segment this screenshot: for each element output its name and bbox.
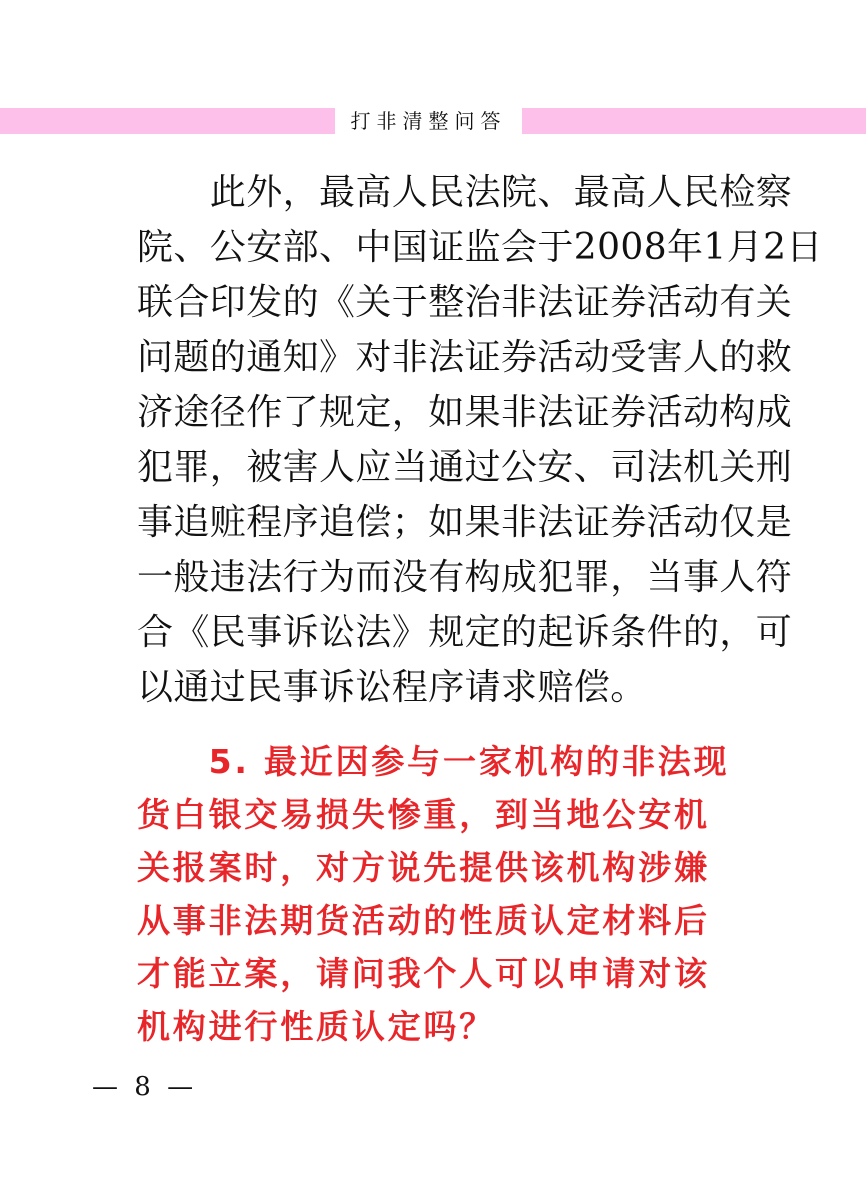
- question-line: 关报案时，对方说先提供该机构涉嫌: [137, 848, 710, 887]
- text-line: 此外，最高人民法院、最高人民检察: [137, 172, 793, 213]
- text-line: 济途径作了规定，如果非法证券活动构成: [137, 392, 793, 433]
- question-line: 货白银交易损失惨重，到当地公安机: [137, 795, 710, 834]
- text-line: 犯罪，被害人应当通过公安、司法机关刑: [137, 447, 793, 488]
- question-line: 5. 最近因参与一家机构的非法现: [137, 742, 730, 781]
- question-line: 从事非法期货活动的性质认定材料后: [137, 901, 710, 940]
- text-line: 一般违法行为而没有构成犯罪，当事人符: [137, 557, 793, 598]
- header-bar-left: [0, 108, 335, 134]
- question-line: 机构进行性质认定吗？: [137, 1007, 495, 1046]
- page-number: — 8 —: [92, 1072, 198, 1102]
- body-paragraph: [137, 165, 823, 715]
- question-line: 才能立案，请问我个人可以申请对该: [137, 954, 710, 993]
- text-line: 院、公安部、中国证监会于2008年1月2日: [137, 227, 823, 268]
- text-line: 联合印发的《关于整治非法证券活动有关: [137, 282, 793, 323]
- header-bar-right: [522, 108, 866, 134]
- text-line: 事追赃程序追偿；如果非法证券活动仅是: [137, 502, 793, 543]
- text-line: 问题的通知》对非法证券活动受害人的救: [137, 337, 793, 378]
- text-line: 以通过民事诉讼程序请求赔偿。: [137, 667, 647, 708]
- question-heading: [137, 735, 737, 1053]
- running-header: 打非清整问答: [350, 109, 507, 133]
- text-line: 合《民事诉讼法》规定的起诉条件的，可: [137, 612, 793, 653]
